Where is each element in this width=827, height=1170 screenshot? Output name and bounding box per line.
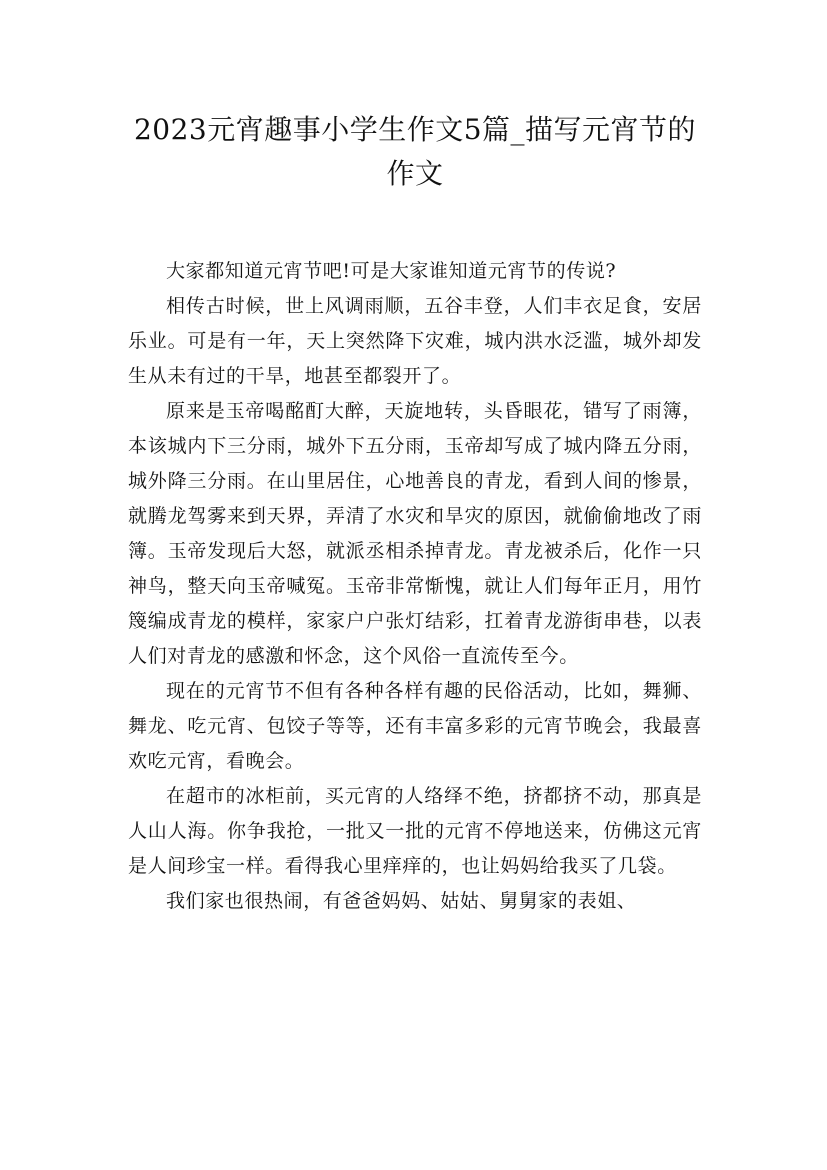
document-title: 2023元宵趣事小学生作文5篇_描写元宵节的作文 (133, 113, 697, 190)
paragraph: 大家都知道元宵节吧!可是大家谁知道元宵节的传说? (166, 260, 617, 282)
document-body (128, 254, 702, 919)
paragraph: 原来是玉帝喝酩酊大醉，天旋地转，头昏眼花，错写了雨簿，本该城内下三分雨，城外下五分雨，玉帝却写成了城内降五分雨，城外降三分雨。在山里居住，心地善良的青龙，看到人间的惨景，就腾龙驾雾来到天界，弄清了水灾和旱灾的原因，就偷偷地改了雨簿。玉帝发现后大怒，就派丞相杀掉青龙。青龙被杀后，化作一只神鸟，整天向玉帝喊冤。玉帝非常惭愧，就让人们每年正月，用竹篾编成青龙的模样，家家户户张灯结彩，扛着青龙游街串巷，以表人们对青龙的感激和怀念，这个风俗一直流传至今。 (128, 400, 702, 667)
paragraph: 相传古时候，世上风调雨顺，五谷丰登，人们丰衣足食，安居乐业。可是有一年，天上突然降下灾难，城内洪水泛滥，城外却发生从未有过的干旱，地甚至都裂开了。 (128, 295, 702, 387)
paragraph: 在超市的冰柜前，买元宵的人络绎不绝，挤都挤不动，那真是人山人海。你争我抢，一批又一批的元宵不停地送来，仿佛这元宵是人间珍宝一样。看得我心里痒痒的，也让妈妈给我买了几袋。 (128, 785, 702, 877)
paragraph: 我们家也很热闹，有爸爸妈妈、姑姑、舅舅家的表姐、 (166, 890, 637, 912)
paragraph: 现在的元宵节不但有各种各样有趣的民俗活动，比如，舞狮、舞龙、吃元宵、包饺子等等，还有丰富多彩的元宵节晚会，我最喜欢吃元宵，看晚会。 (128, 680, 702, 772)
